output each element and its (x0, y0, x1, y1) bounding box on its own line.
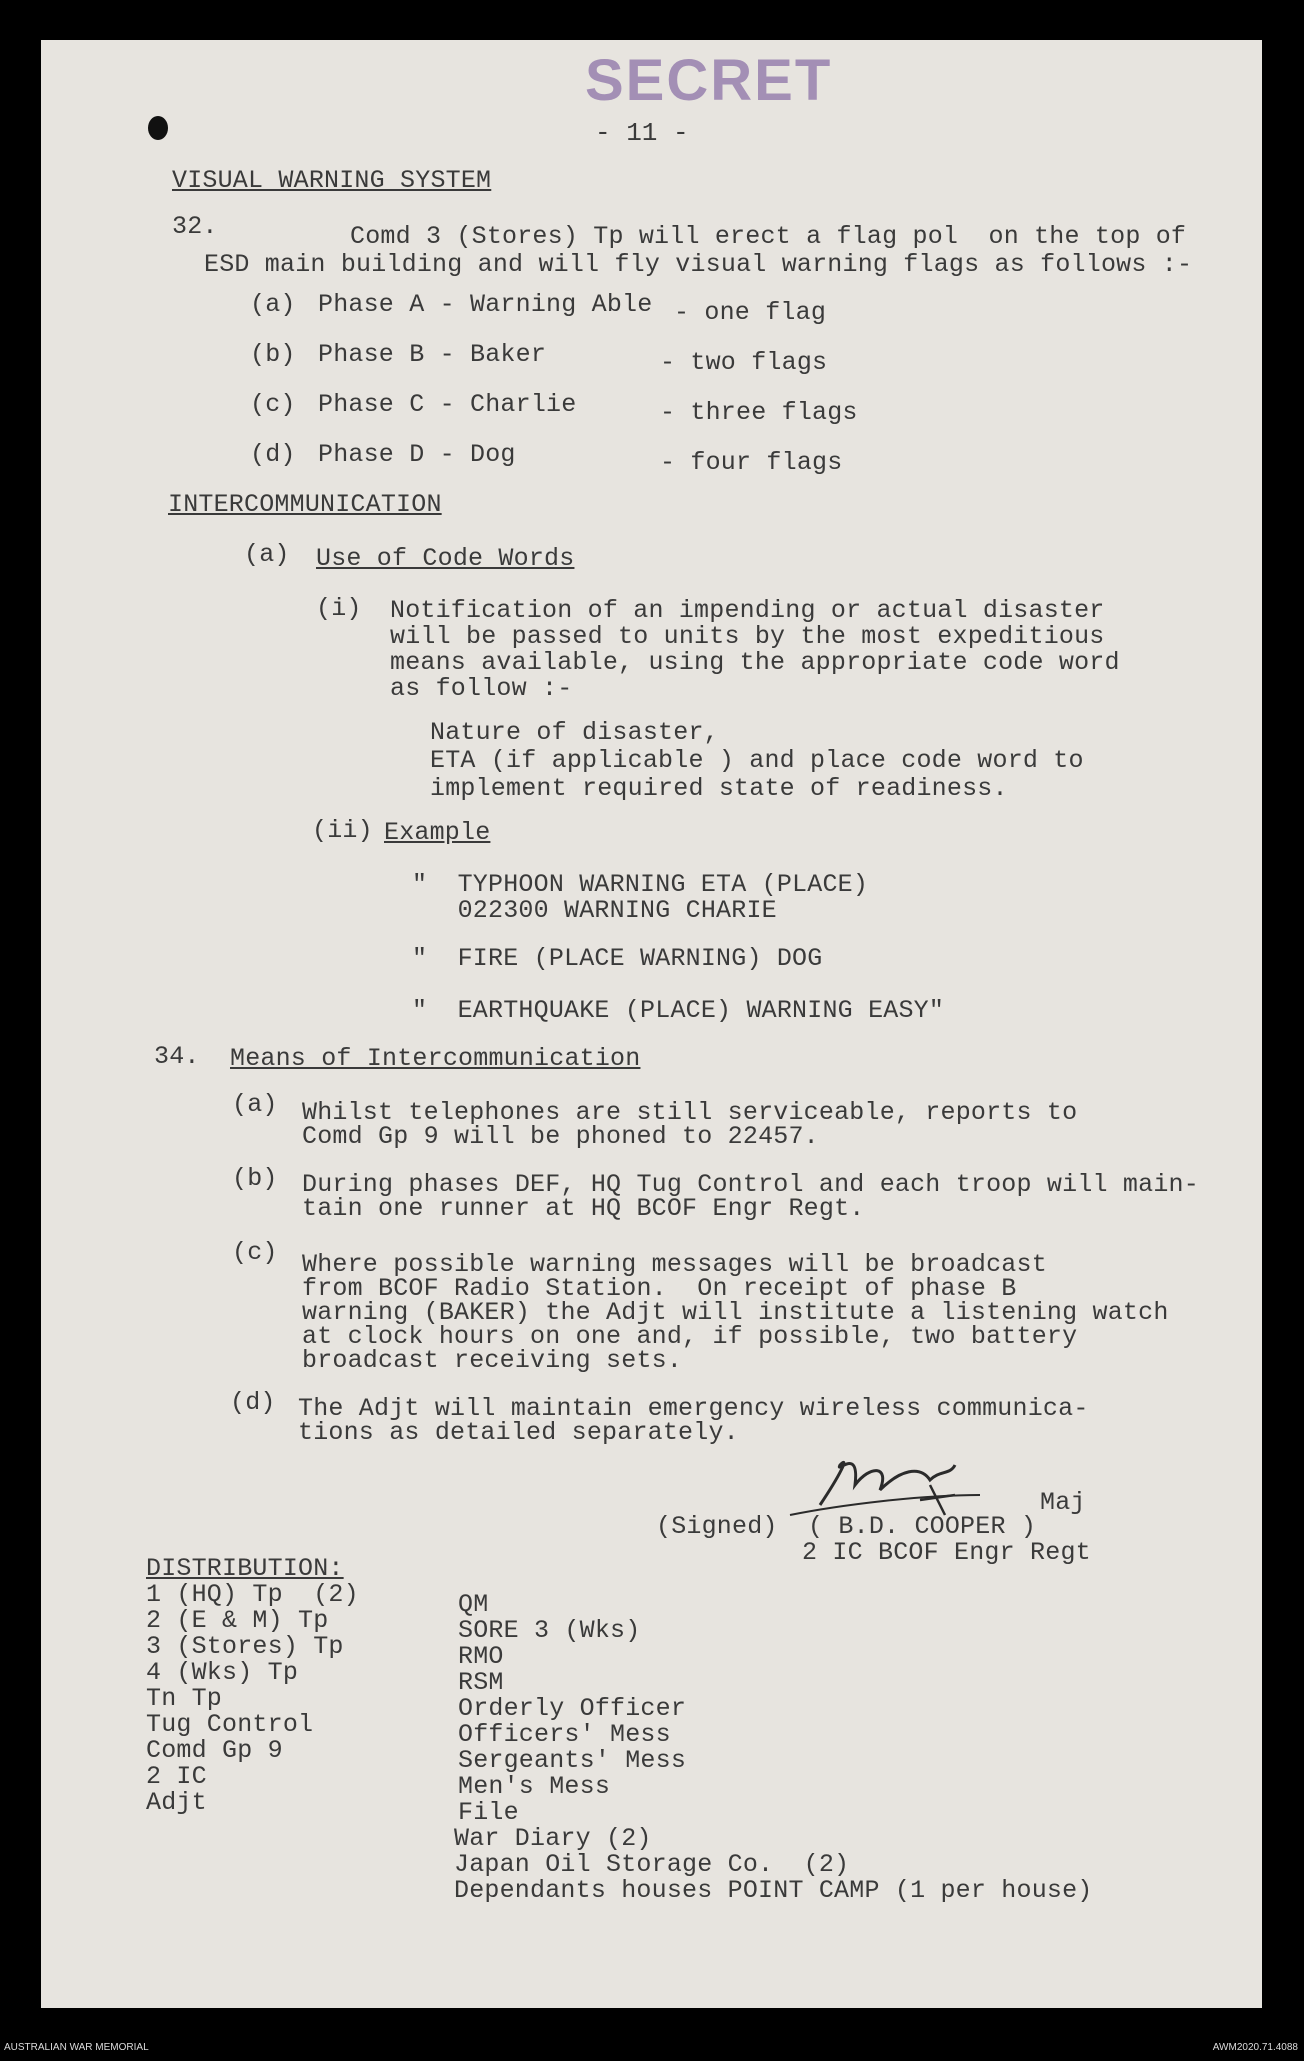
distribution-item: Dependants houses POINT CAMP (1 per house) (454, 1876, 1093, 1905)
paragraph-number: 32. (172, 212, 218, 241)
section-heading-means: Means of Intercommunication (230, 1044, 641, 1073)
footer-accession-number: AWM2020.71.4088 (1212, 2042, 1298, 2053)
sub-heading-code-words: Use of Code Words (316, 544, 575, 573)
example-line: " TYPHOON WARNING ETA (PLACE) (412, 870, 869, 899)
item-line: During phases DEF, HQ Tug Control and each troop will main- (302, 1170, 1199, 1199)
phase-letter: (b) (250, 340, 296, 369)
paragraph-line: Comd 3 (Stores) Tp will erect a flag pol on the top of (350, 222, 1187, 251)
sub-letter: (a) (244, 540, 290, 569)
section-heading-intercommunication: INTERCOMMUNICATION (168, 490, 442, 519)
nature-line: Nature of disaster, (430, 718, 719, 747)
distribution-heading: DISTRIBUTION: (146, 1554, 344, 1583)
clause-line: will be passed to units by the most expeditious (390, 622, 1105, 651)
distribution-item: Tn Tp (146, 1684, 223, 1713)
distribution-item: Officers' Mess (458, 1720, 671, 1749)
section-heading-visual-warning: VISUAL WARNING SYSTEM (172, 166, 492, 195)
phase-letter: (c) (250, 390, 296, 419)
punch-hole (148, 116, 168, 140)
signed-line: (Signed) ( B.D. COOPER ) (656, 1512, 1037, 1541)
clause-label: (i) (316, 594, 362, 623)
distribution-item: RMO (458, 1642, 504, 1671)
distribution-item: Tug Control (146, 1710, 314, 1739)
nature-line: implement required state of readiness. (430, 774, 1008, 803)
phase-letter: (a) (250, 290, 296, 319)
example-heading: Example (384, 818, 491, 847)
item-line: Comd Gp 9 will be phoned to 22457. (302, 1122, 819, 1151)
item-line: Where possible warning messages will be broadcast (302, 1250, 1047, 1279)
distribution-item: QM (458, 1590, 489, 1619)
phase-flags: - four flags (660, 448, 843, 477)
distribution-item: SORE 3 (Wks) (458, 1616, 641, 1645)
item-line: Whilst telephones are still serviceable, reports to (302, 1098, 1078, 1127)
distribution-item: Japan Oil Storage Co. (2) (454, 1850, 850, 1879)
example-line: " EARTHQUAKE (PLACE) WARNING EASY" (412, 996, 945, 1025)
item-line: broadcast receiving sets. (302, 1346, 683, 1375)
signatory-rank: Maj (1040, 1488, 1086, 1517)
distribution-item: Men's Mess (458, 1772, 611, 1801)
clause-line: Notification of an impending or actual disaster (390, 596, 1105, 625)
item-letter: (d) (230, 1388, 276, 1417)
distribution-item: 2 IC (146, 1762, 207, 1791)
nature-line: ETA (if applicable ) and place code word to (430, 746, 1084, 775)
distribution-item: 1 (HQ) Tp (2) (146, 1580, 359, 1609)
item-line: from BCOF Radio Station. On receipt of phase B (302, 1274, 1017, 1303)
distribution-item: Comd Gp 9 (146, 1736, 283, 1765)
distribution-item: RSM (458, 1668, 504, 1697)
distribution-item: 3 (Stores) Tp (146, 1632, 344, 1661)
phase-letter: (d) (250, 440, 296, 469)
phase-flags: - two flags (660, 348, 828, 377)
footer-institution: AUSTRALIAN WAR MEMORIAL (4, 2042, 149, 2053)
signatory-appointment: 2 IC BCOF Engr Regt (802, 1538, 1091, 1567)
example-line: 022300 WARNING CHARIE (412, 896, 777, 925)
secret-stamp: SECRET (585, 48, 833, 113)
distribution-item: War Diary (2) (454, 1824, 652, 1853)
item-letter: (b) (232, 1164, 278, 1193)
page-number: - 11 - (595, 118, 689, 148)
distribution-item: 2 (E & M) Tp (146, 1606, 329, 1635)
distribution-item: Orderly Officer (458, 1694, 687, 1723)
phase-name: Phase D - Dog (318, 440, 516, 469)
item-line: tions as detailed separately. (298, 1418, 739, 1447)
item-line: at clock hours on one and, if possible, two battery (302, 1322, 1078, 1351)
distribution-item: Adjt (146, 1788, 207, 1817)
phase-flags: - three flags (660, 398, 858, 427)
phase-flags: - one flag (674, 298, 827, 327)
paragraph-number: 34. (154, 1042, 200, 1071)
distribution-item: File (458, 1798, 519, 1827)
clause-line: as follow :- (390, 674, 573, 703)
item-letter: (a) (232, 1090, 278, 1119)
phase-name: Phase A - Warning Able (318, 290, 653, 319)
example-line: " FIRE (PLACE WARNING) DOG (412, 944, 823, 973)
item-line: warning (BAKER) the Adjt will institute a listening watch (302, 1298, 1169, 1327)
item-line: The Adjt will maintain emergency wireless communica- (298, 1394, 1089, 1423)
clause-line: means available, using the appropriate code word (390, 648, 1120, 677)
distribution-item: 4 (Wks) Tp (146, 1658, 299, 1687)
distribution-item: Sergeants' Mess (458, 1746, 687, 1775)
phase-name: Phase B - Baker (318, 340, 547, 369)
item-letter: (c) (232, 1238, 278, 1267)
clause-label: (ii) (312, 816, 373, 845)
phase-name: Phase C - Charlie (318, 390, 577, 419)
item-line: tain one runner at HQ BCOF Engr Regt. (302, 1194, 865, 1223)
paragraph-line: ESD main building and will fly visual warning flags as follows :- (204, 250, 1193, 279)
